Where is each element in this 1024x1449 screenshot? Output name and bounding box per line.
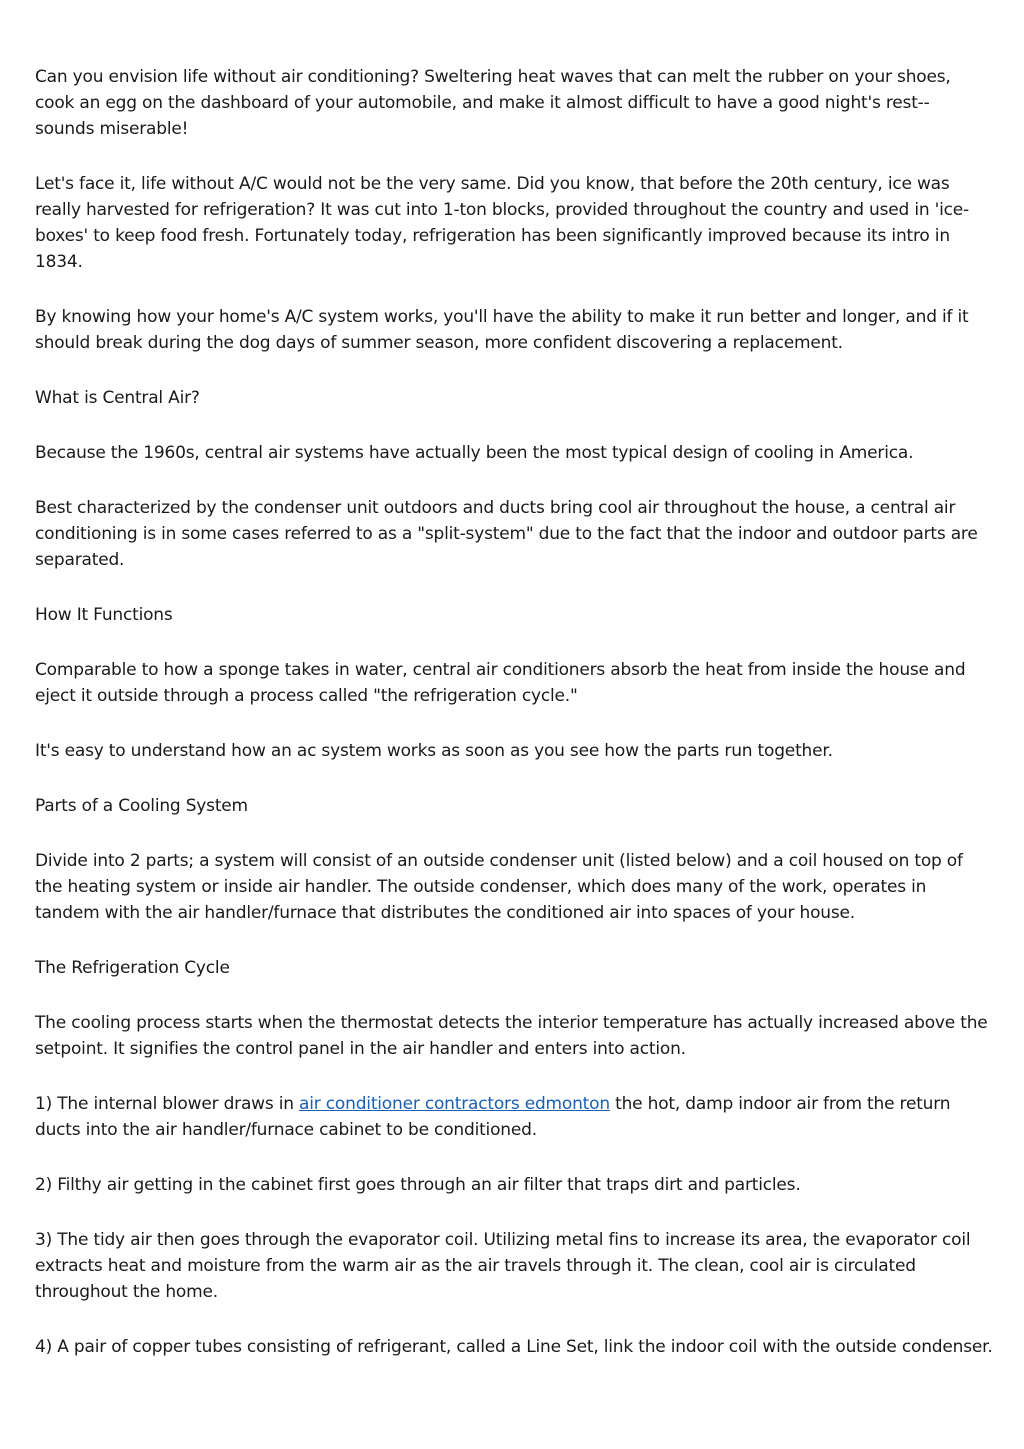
contractors-link[interactable]: air conditioner contractors edmonton bbox=[299, 1094, 610, 1114]
section-heading-refrigeration-cycle: The Refrigeration Cycle bbox=[35, 958, 230, 978]
step-2-paragraph: 2) Filthy air getting in the cabinet first goes through an air filter that traps dirt and particles. bbox=[35, 1175, 801, 1195]
section-heading-parts: Parts of a Cooling System bbox=[35, 796, 248, 816]
parts-description-paragraph: Divide into 2 parts; a system will consist of an outside condenser unit (listed below) and a coil housed on top of the heating system or inside air handler. The outside condenser, which does many of the work, operates in tandem with the air handler/furnace that distributes the conditioned air into spaces of your house. bbox=[35, 851, 963, 923]
central-air-history-paragraph: Because the 1960s, central air systems have actually been the most typical design of cooling in America. bbox=[35, 443, 914, 463]
sponge-analogy-paragraph: Comparable to how a sponge takes in water, central air conditioners absorb the heat from inside the house and eject it outside through a process called "the refrigeration cycle." bbox=[35, 660, 966, 706]
split-system-paragraph: Best characterized by the condenser unit outdoors and ducts bring cool air throughout the house, a central air conditioning is in some cases referred to as a "split-system" due to the fact that the indoor and outdoor parts are separated. bbox=[35, 498, 978, 570]
step-4-paragraph: 4) A pair of copper tubes consisting of refrigerant, called a Line Set, link the indoor coil with the outside condenser. bbox=[35, 1337, 993, 1357]
knowledge-paragraph: By knowing how your home's A/C system works, you'll have the ability to make it run better and longer, and if it should break during the dog days of summer season, more confident discovering a replacement. bbox=[35, 307, 969, 353]
document-body bbox=[35, 64, 993, 1389]
section-heading-how-it-functions: How It Functions bbox=[35, 605, 173, 625]
step-3-paragraph: 3) The tidy air then goes through the evaporator coil. Utilizing metal fins to increase its area, the evaporator coil extracts heat and moisture from the warm air as the air travels through it. The clean, cool air is circulated throughout the home. bbox=[35, 1230, 971, 1302]
parts-intro-paragraph: It's easy to understand how an ac system works as soon as you see how the parts run together. bbox=[35, 741, 833, 761]
history-paragraph: Let's face it, life without A/C would not be the very same. Did you know, that before the 20th century, ice was really harvested for refrigeration? It was cut into 1-ton blocks, provided throughout the country and used in 'ice-boxes' to keep food fresh. Fortunately today, refrigeration has been significantly improved because its intro in 1834. bbox=[35, 174, 969, 272]
step-1-text-before: 1) The internal blower draws in bbox=[35, 1094, 300, 1114]
section-heading-central-air: What is Central Air? bbox=[35, 388, 200, 408]
step-1-text-after: the hot, damp indoor air from the return ducts into the air handler/furnace cabinet to be conditioned. bbox=[35, 1094, 951, 1140]
step-1-paragraph bbox=[35, 1091, 993, 1143]
cooling-process-paragraph: The cooling process starts when the thermostat detects the interior temperature has actually increased above the setpoint. It signifies the control panel in the air handler and enters into action. bbox=[35, 1013, 988, 1059]
intro-paragraph: Can you envision life without air conditioning? Sweltering heat waves that can melt the rubber on your shoes, cook an egg on the dashboard of your automobile, and make it almost difficult to have a good night's rest-- sounds miserable! bbox=[35, 67, 951, 139]
